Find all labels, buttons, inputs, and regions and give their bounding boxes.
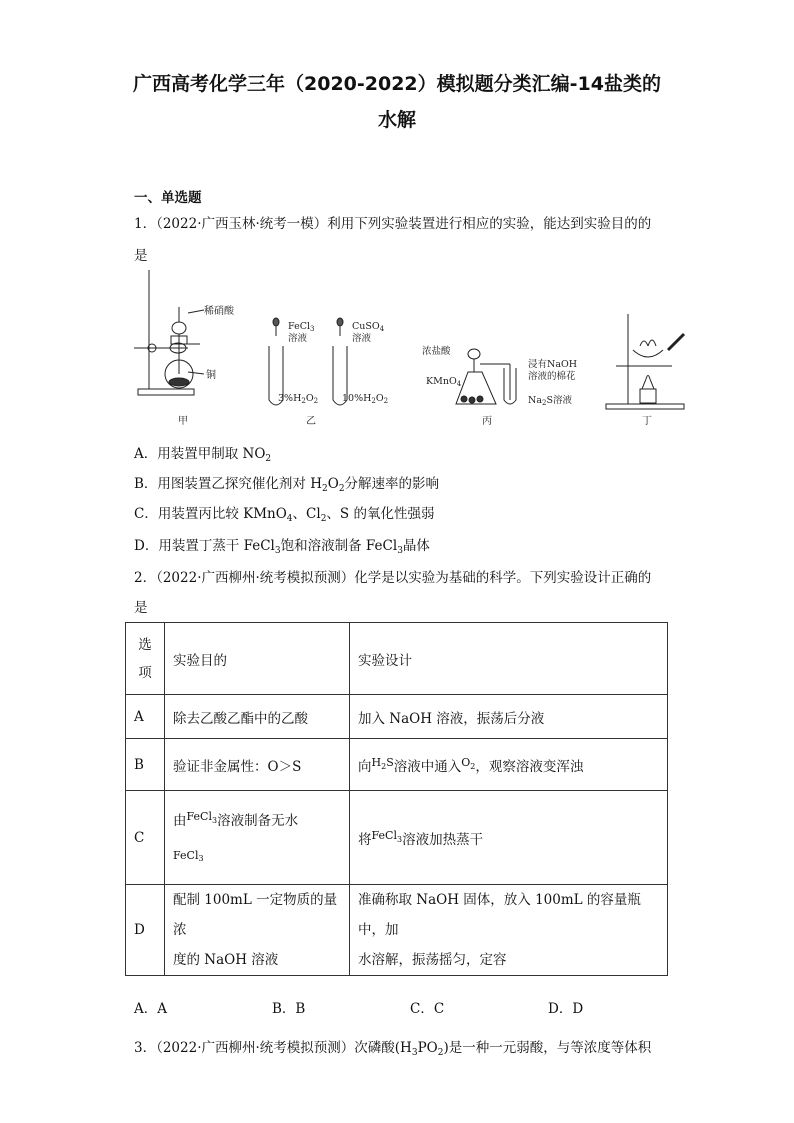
row-c-design-fecl-sub: 3 [396,834,403,844]
q2-table [125,622,668,976]
q1-option-d-sub-1: 3 [274,546,281,556]
title-line-1: 广西高考化学三年（2020-2022）模拟题分类汇编-14盐类的 [133,73,661,95]
table-row [126,739,668,791]
label-ding: 丁 [642,416,652,427]
row-b-design-1: 向 [358,758,372,775]
q1-option-b-text-2: O [327,476,339,492]
row-c-design-fecl: FeCl [371,828,397,842]
row-a-design: 加入 NaOH 溶液，振荡后分液 [350,695,668,739]
label-h2o2-3 [278,393,318,405]
header-design: 实验设计 [350,623,668,695]
kmno4-sub: 4 [456,380,462,388]
q1-option-b-sub-2: 2 [338,484,345,494]
table-row [126,885,668,976]
header-option-1: 选 [138,636,152,653]
q1-option-a-text: A．用装置甲制取 NO [134,446,266,462]
row-b-s: S [386,755,394,769]
label-fecl3-solution: 溶液 [288,333,308,344]
na2s-b: 2 [541,399,547,407]
row-b-h-sub: 2 [381,761,387,771]
q3-text-2: PO [417,1040,438,1056]
label-h2o2-10 [342,393,388,405]
label-dilute-hno3: 稀硝酸 [204,306,234,317]
q3-stem-line-1 [134,1036,651,1058]
fecl3-text: FeCl [288,321,311,332]
row-c-purpose-3-sub: 3 [198,853,204,863]
h2o2-3-b: 2 [301,397,306,405]
q1-option-a-sub: 2 [265,454,272,464]
q1-option-a [134,442,271,464]
row-c-design [350,791,668,885]
h2o2-10-b: 2 [371,397,376,405]
q1-option-b-sub-1: 2 [322,484,328,494]
q3-sub-2: 2 [437,1048,444,1058]
row-b-option: B [126,739,165,791]
row-d-purpose-1: 配制 100mL 一定物质的量浓 [173,892,338,938]
row-b-design-2: 溶液中通入 [393,758,462,775]
q2-choice-c[interactable]: C．C [410,1001,445,1017]
label-cuso4-solution: 溶液 [352,333,372,344]
row-c-design-2: 溶液加热蒸干 [402,831,484,848]
label-fecl3 [288,321,314,333]
table-row [126,695,668,739]
h2o2-3-d: 2 [313,397,319,405]
title-line-2: 水解 [377,109,416,131]
row-c-fecl-sub: 3 [211,815,218,825]
q1-option-c-text-2: 、Cl [292,506,321,522]
row-c-purpose [165,791,350,885]
row-c-purpose-2: 溶液制备无水 [217,812,299,829]
q3-text-1: 3．（2022·广西柳州·统考模拟预测）次磷酸(H [134,1040,412,1056]
row-c-purpose-3: FeCl [173,848,199,862]
row-b-o: O [461,755,471,769]
label-yi: 乙 [306,416,316,427]
row-d-design-1: 准确称取 NaOH 固体，放入 100mL 的容量瓶中，加 [358,892,641,938]
apparatus-bing [422,345,577,427]
header-option [126,623,165,695]
kmno4-text: KMnO [426,376,457,387]
q1-option-b-text-1: B．用图装置乙探究催化剂对 H [134,476,322,492]
label-naoh-cotton-2: 溶液的棉花 [528,371,576,382]
apparatus-yi [269,318,388,427]
row-b-o-sub: 2 [470,761,476,771]
q2-choice-b[interactable]: B．B [272,1001,306,1017]
h2o2-3-a: 3%H [278,393,302,404]
q1-apparatus-figure [128,264,694,432]
table-row [126,791,668,885]
label-conc-hcl: 浓盐酸 [422,346,451,357]
q3-sub-1: 3 [411,1048,418,1058]
label-na2s [528,394,572,407]
row-c-purpose-1: 由 [173,812,187,829]
q1-option-d [134,534,430,556]
h2o2-10-d: 2 [383,397,389,405]
q1-option-c [134,502,434,524]
row-b-purpose: 验证非金属性：O＞S [165,739,350,791]
q1-stem-line-2: 是 [134,248,148,264]
row-c-fecl: FeCl [186,809,212,823]
q1-option-c-sub-1: 4 [286,514,293,524]
q1-option-c-text-1: C．用装置丙比较 KMnO [134,506,287,522]
row-d-design-2: 水溶解，振荡摇匀，定容 [358,952,507,968]
label-bing: 丙 [482,416,492,427]
apparatus-ding [606,314,684,427]
cuso4-sub: 4 [379,325,385,333]
apparatus-jia [134,270,235,427]
row-c-design-1: 将 [358,831,372,848]
label-copper: 铜 [206,370,216,381]
document-title [100,66,694,138]
q1-option-b-text-3: 分解速率的影响 [344,476,440,492]
row-a-option: A [126,695,165,739]
q1-option-c-text-3: 、S 的氧化性强弱 [326,506,435,522]
row-b-h: H [371,755,382,769]
q2-stem-line-2: 是 [134,600,148,616]
h2o2-3-c: O [305,393,314,404]
q2-stem-line-1: 2．（2022·广西柳州·统考模拟预测）化学是以实验为基础的科学。下列实验设计正确的 [134,570,652,586]
q1-option-d-text-3: 晶体 [402,538,430,554]
label-kmno4 [426,376,462,388]
q2-choice-d[interactable]: D．D [548,1001,584,1017]
q1-stem-line-1: 1．（2022·广西玉林·统考一模）利用下列实验装置进行相应的实验，能达到实验目的的 [134,216,652,232]
q1-option-d-text-2: 饱和溶液制备 FeCl [280,538,398,554]
table-header-row [126,623,668,695]
header-option-2: 项 [138,664,152,681]
row-d-design [350,885,668,976]
header-purpose: 实验目的 [165,623,350,695]
q1-option-c-sub-2: 2 [320,514,327,524]
q1-option-d-text-1: D．用装置丁蒸干 FeCl [134,538,275,554]
q1-option-b [134,472,439,494]
fecl3-sub: 3 [310,325,315,333]
row-d-option: D [126,885,165,976]
section-heading: 一、单选题 [134,190,202,206]
label-cuso4 [352,321,385,333]
label-jia: 甲 [178,416,188,427]
row-d-purpose [165,885,350,976]
h2o2-10-a: 10%H [342,393,372,404]
cuso4-text: CuSO [352,321,380,332]
row-b-design-3: ，观察溶液变浑浊 [475,758,584,775]
q2-choice-a[interactable]: A．A [134,1001,167,1017]
row-a-purpose: 除去乙酸乙酯中的乙酸 [165,695,350,739]
h2o2-10-c: O [375,393,384,404]
row-b-design [350,739,668,791]
na2s-a: Na [528,395,542,406]
q1-option-d-sub-2: 3 [397,546,403,556]
label-naoh-cotton-1: 浸有NaOH [528,359,578,370]
q3-text-3: )是一种一元弱酸，与等浓度等体积 [443,1040,652,1056]
row-c-option: C [126,791,165,885]
row-d-purpose-2: 度的 NaOH 溶液 [173,952,279,968]
na2s-c: S溶液 [546,395,572,406]
